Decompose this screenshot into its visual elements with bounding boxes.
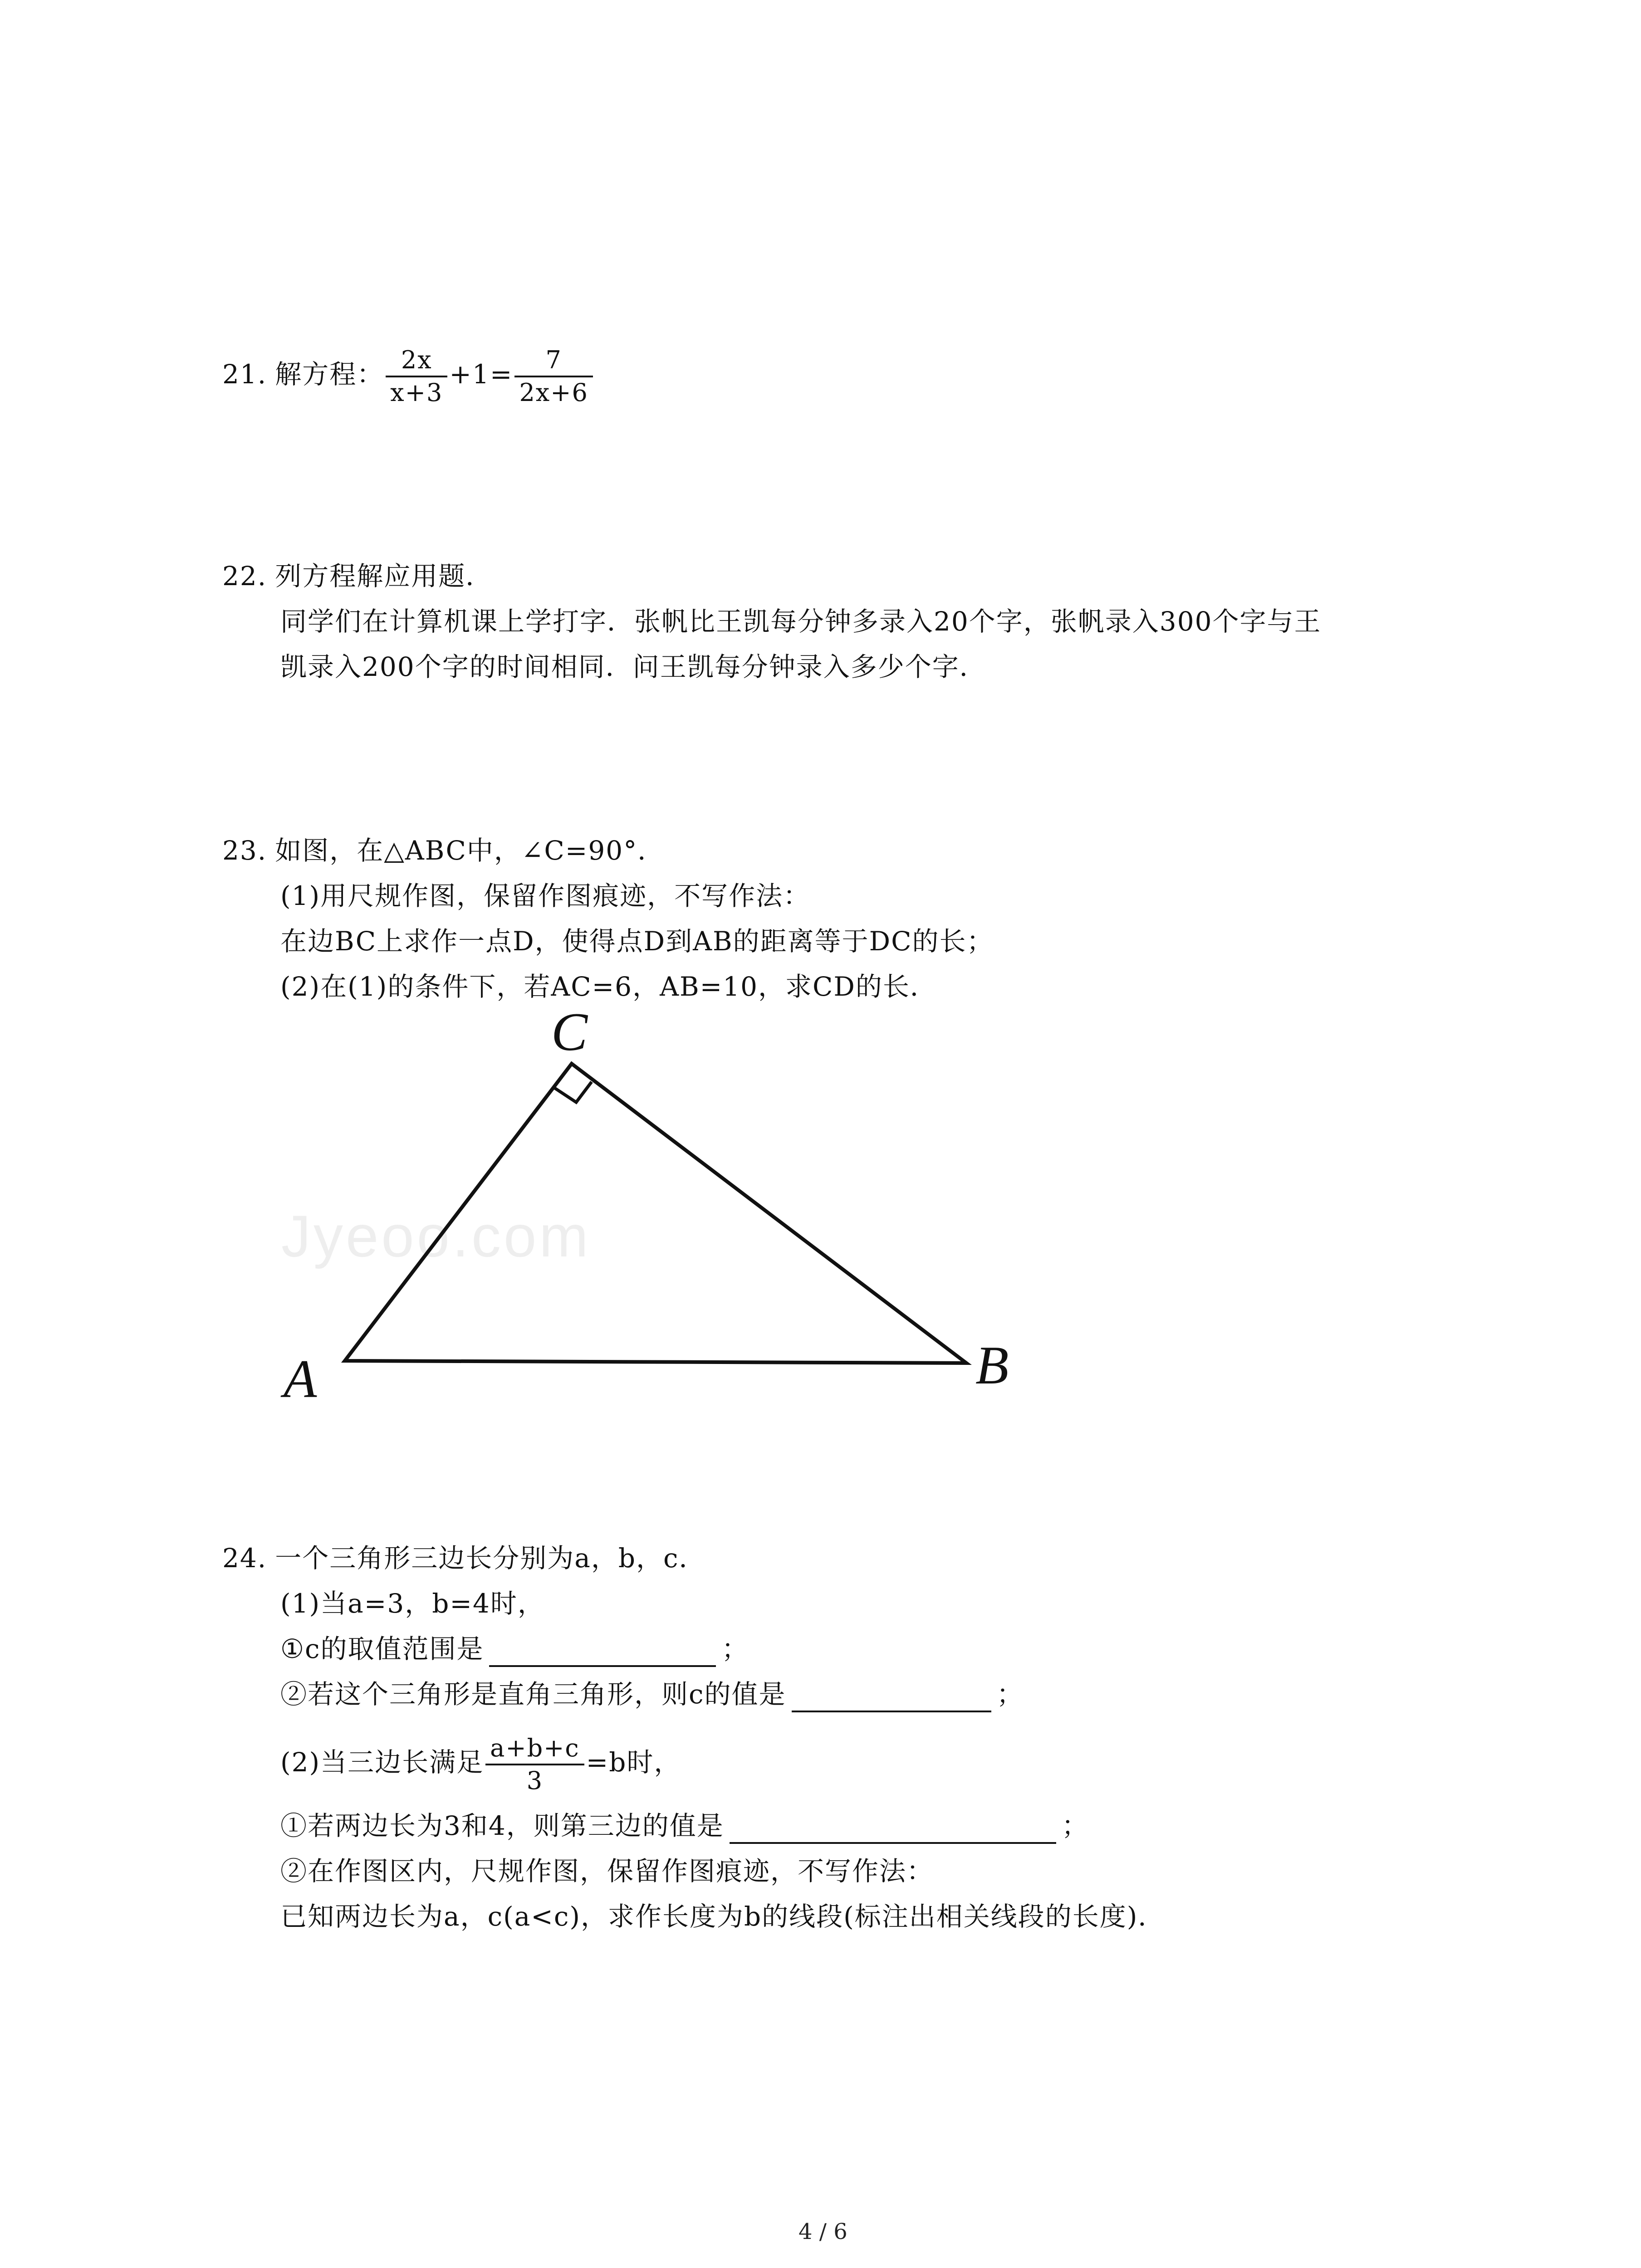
question-24-line-4 bbox=[280, 1676, 1024, 1712]
question-23-line-2: (1)用尺规作图，保留作图痕迹，不写作法： bbox=[280, 880, 811, 911]
fraction-denominator: x+3 bbox=[390, 378, 443, 407]
fraction-numerator: a+b+c bbox=[485, 1733, 584, 1765]
fraction-a-plus-b-plus-c-over-3 bbox=[485, 1733, 584, 1796]
question-24-line-2: (1)当a=3，b=4时， bbox=[280, 1588, 545, 1619]
question-22-title bbox=[222, 558, 493, 594]
answer-blank-c-range[interactable] bbox=[489, 1638, 716, 1667]
question-24-part1-item2: ②若这个三角形是直角三角形，则c的值是 bbox=[280, 1679, 786, 1710]
answer-blank-third-side[interactable] bbox=[730, 1815, 1056, 1844]
question-24-line-6 bbox=[280, 1808, 1089, 1844]
question-24-part2-item1: ①若两边长为3和4，则第三边的值是 bbox=[280, 1810, 724, 1841]
question-22-title-text: 列方程解应用题． bbox=[275, 561, 493, 591]
question-24-line-8: 已知两边长为a，c(a<c)，求作长度为b的线段(标注出相关线段的长度)． bbox=[280, 1901, 1166, 1932]
question-22-line-2: 凯录入200个字的时间相同．问王凯每分钟录入多少个字． bbox=[280, 651, 987, 682]
question-24-line-7: ②在作图区内，尺规作图，保留作图痕迹，不写作法： bbox=[280, 1856, 934, 1887]
answer-blank-c-value[interactable] bbox=[792, 1683, 991, 1712]
vertex-label-a: A bbox=[284, 1349, 317, 1409]
question-23-line-3: 在边BC上求作一点D，使得点D到AB的距离等于DC的长； bbox=[280, 926, 994, 957]
fraction-denominator: 2x+6 bbox=[519, 378, 588, 407]
question-24-part1-item1: ①c的取值范围是 bbox=[280, 1633, 484, 1664]
question-21 bbox=[222, 345, 595, 408]
question-24-number: 24. bbox=[222, 1543, 267, 1574]
fraction-2x-over-x-plus-3 bbox=[386, 345, 447, 408]
fraction-7-over-2x-plus-6 bbox=[514, 345, 593, 408]
vertex-label-c: C bbox=[551, 1002, 588, 1062]
question-24-part2-pre: (2)当三边长满足 bbox=[280, 1747, 484, 1778]
question-22-line-1: 同学们在计算机课上学打字．张帆比王凯每分钟多录入20个字，张帆录入300个字与王 bbox=[280, 606, 1322, 637]
page-number: 4 / 6 bbox=[798, 2219, 847, 2244]
question-23-line-4: (2)在(1)的条件下，若AC=6，AB=10，求CD的长． bbox=[280, 971, 937, 1002]
fraction-numerator: 2x bbox=[386, 345, 447, 377]
right-angle-mark bbox=[554, 1082, 592, 1102]
semicolon: ； bbox=[996, 1679, 1024, 1710]
fraction-denominator: 3 bbox=[526, 1766, 544, 1795]
semicolon: ； bbox=[721, 1633, 749, 1664]
equation-middle: +1= bbox=[449, 359, 513, 390]
question-24-line-5 bbox=[280, 1733, 681, 1796]
question-21-number: 21. bbox=[222, 359, 267, 390]
question-23-line-1 bbox=[222, 832, 665, 869]
vertex-label-b: B bbox=[975, 1335, 1009, 1395]
question-24-line-3 bbox=[280, 1631, 749, 1667]
semicolon: ； bbox=[1061, 1810, 1089, 1841]
question-21-text: 解方程： bbox=[275, 359, 384, 390]
question-24-stem: 一个三角形三边长分别为a，b，c． bbox=[275, 1543, 706, 1574]
question-24-line-1 bbox=[222, 1540, 706, 1576]
watermark: Jyeoo.com bbox=[281, 1203, 591, 1269]
question-23-number: 23. bbox=[222, 835, 267, 866]
question-24-part2-post: =b时， bbox=[586, 1747, 681, 1778]
question-23-stem: 如图，在△ABC中，∠C=90°． bbox=[275, 835, 665, 866]
fraction-numerator: 7 bbox=[514, 345, 593, 377]
question-22-number: 22. bbox=[222, 561, 267, 591]
